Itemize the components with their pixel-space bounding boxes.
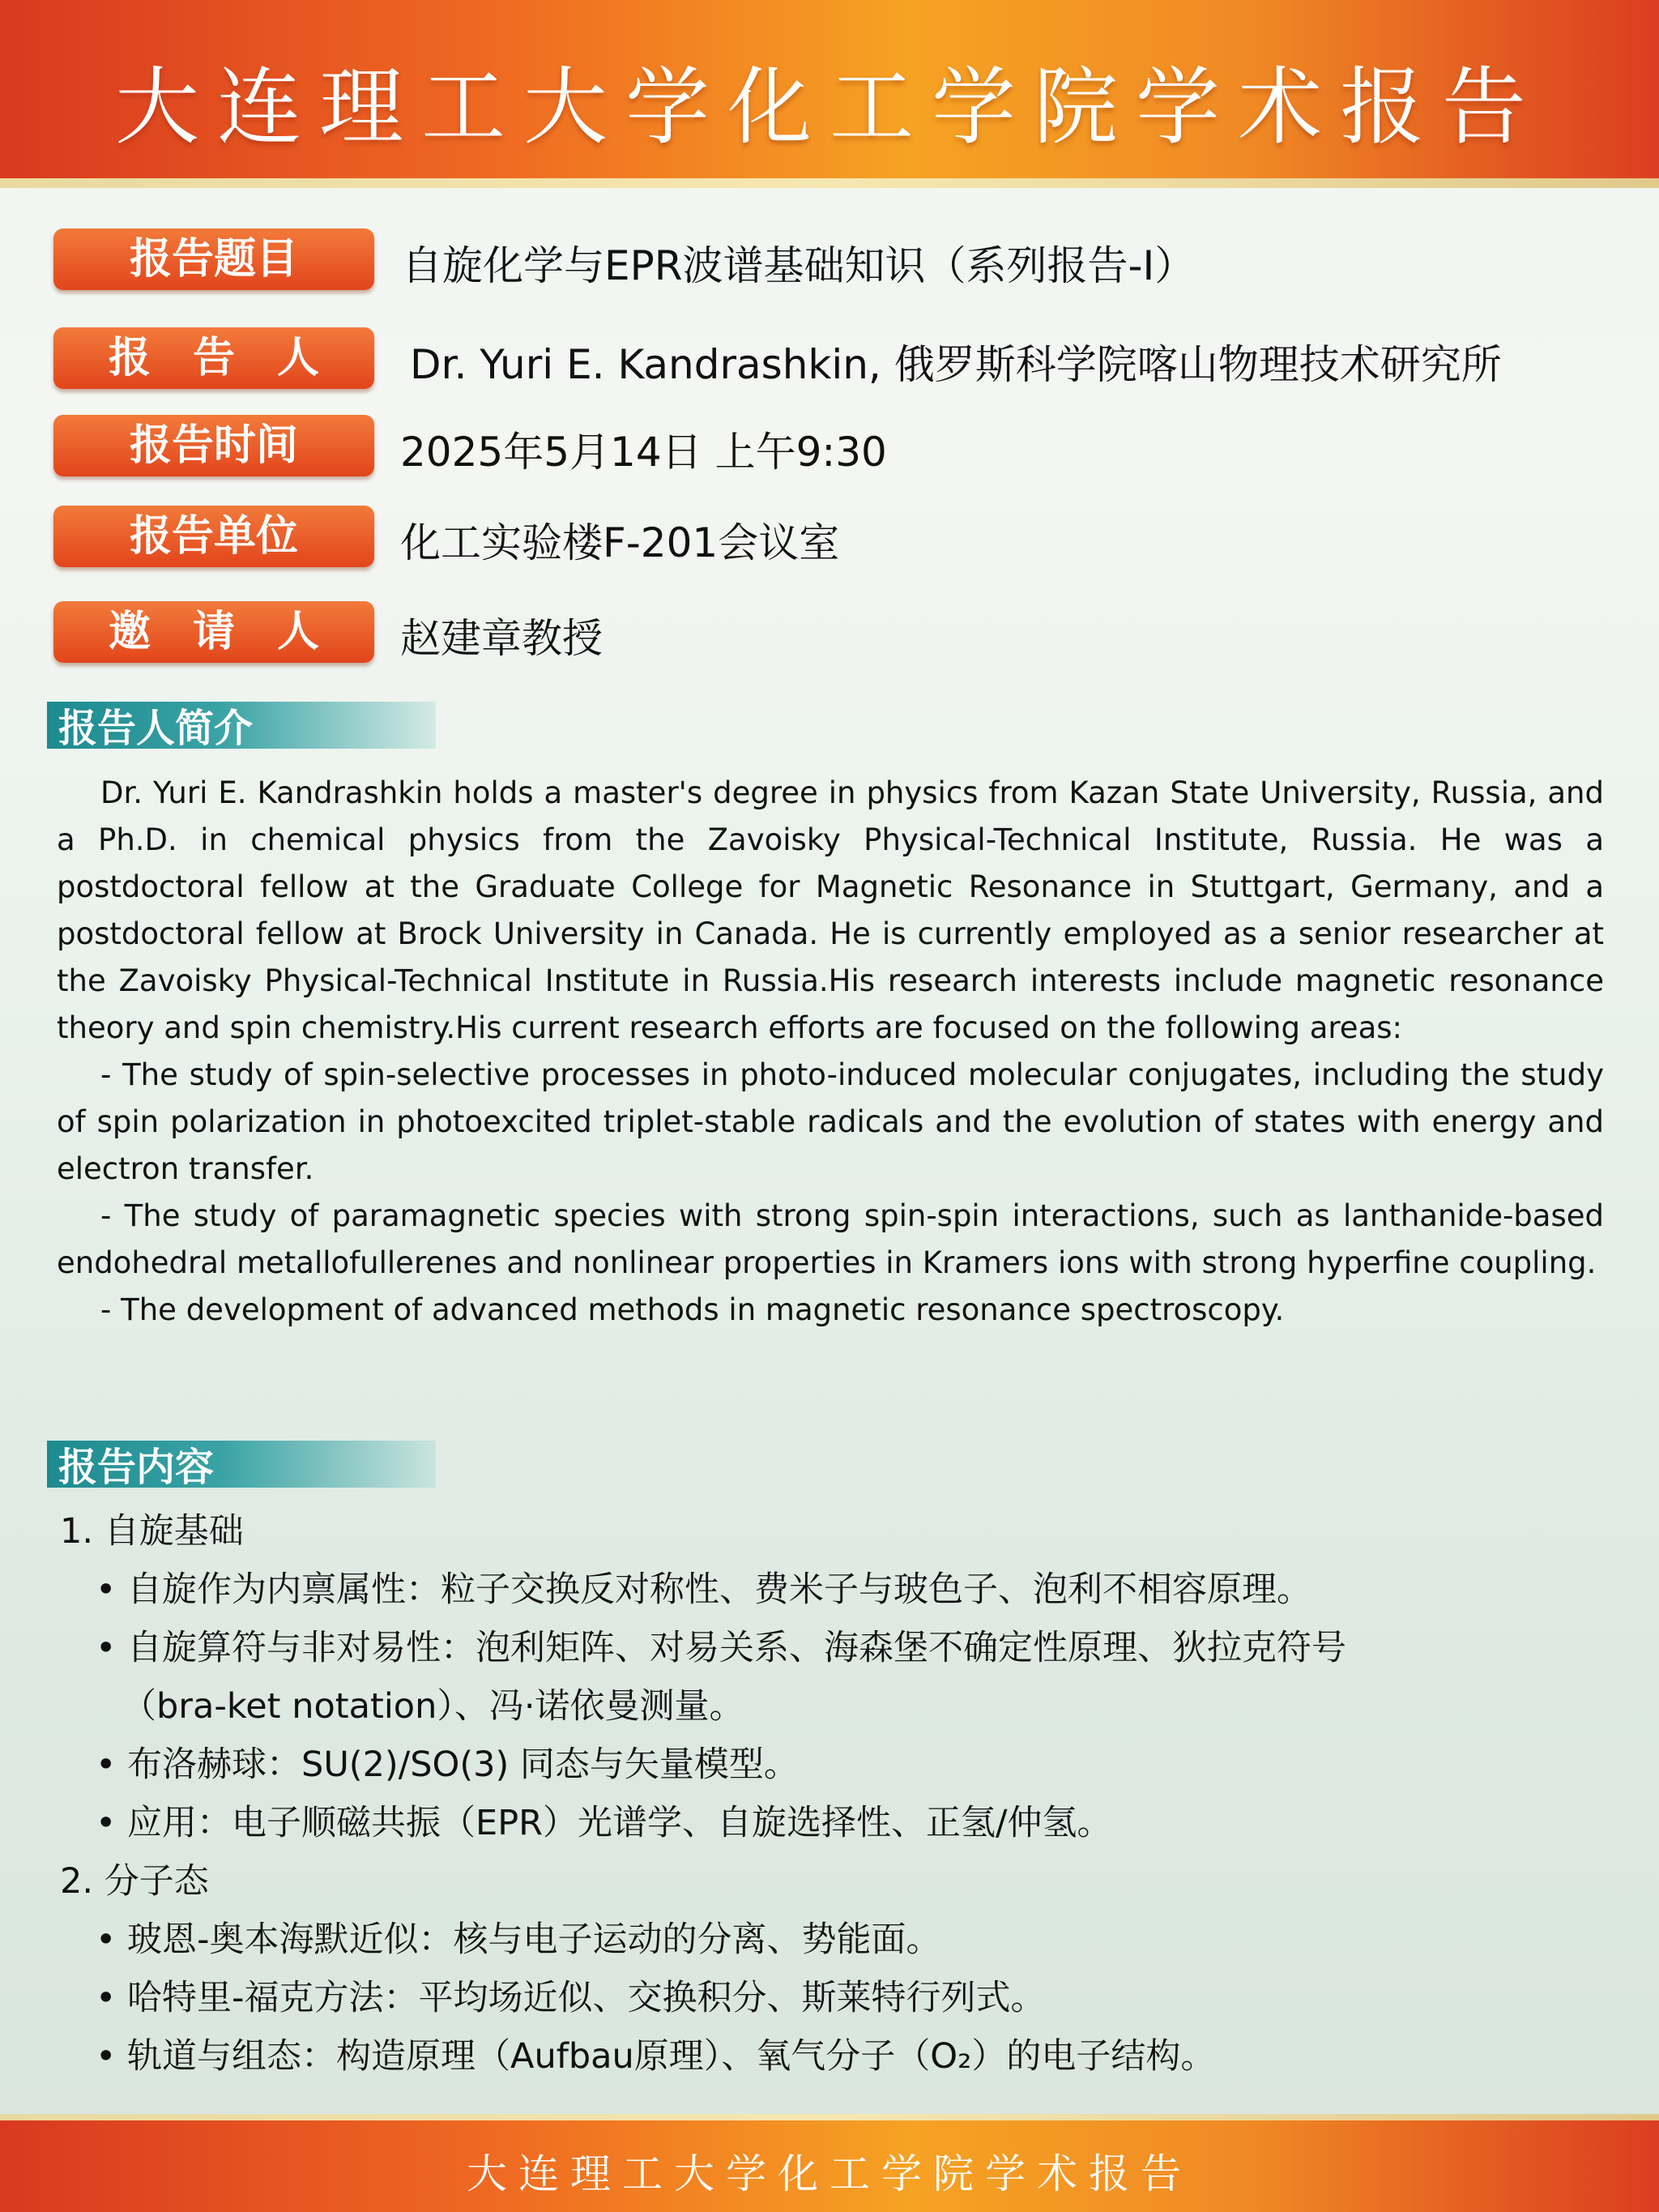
info-value-venue: 化工实验楼F-201会议室: [400, 519, 840, 566]
info-value-speaker: Dr. Yuri E. Kandrashkin, 俄罗斯科学院喀山物理技术研究所: [410, 341, 1502, 388]
section-header-bio: [47, 702, 436, 749]
info-label-time: 报告时间: [53, 415, 374, 476]
info-label-venue: 报告单位: [53, 506, 374, 567]
speaker-bio: [57, 770, 1604, 1334]
info-value-time: 2025年5月14日 上午9:30: [400, 429, 887, 476]
outline-heading: 1. 自旋基础: [60, 1511, 244, 1552]
bio-paragraph: Dr. Yuri E. Kandrashkin holds a master's degree in physics from Kazan State University, Russia, and a Ph.D. in chemical physics from the Zavoisky Physical-Technical Institute, Russia. He was a postdoctoral fellow at the Graduate College for Magnetic Resonance in Stuttgart, Germany, and a postdoctoral fellow at Brock University in Canada. He is currently employed as a senior researcher at the Zavoisky Physical-Technical Institute in Russia.His research interests include magnetic resonance theory and spin chemistry.His current research efforts are focused on the following areas:: [57, 775, 1604, 1045]
bio-paragraph: - The study of spin-selective processes in photo-induced molecular conjugates, including the study of spin polarization in photoexcited triplet-stable radicals and the evolution of states with energy and electron transfer.: [57, 1057, 1604, 1186]
info-row-host: [53, 601, 1593, 666]
section-title-content: 报告内容: [58, 1445, 215, 1490]
outline-item: • 应用：电子顺磁共振（EPR）光谱学、自旋选择性、正氢/仲氢。: [96, 1803, 1112, 1843]
outline-item-continued: （bra-ket notation）、冯·诺依曼测量。: [122, 1686, 744, 1727]
talk-outline: [60, 1502, 1607, 2086]
poster-header: [0, 0, 1659, 178]
outline-item: • 哈特里-福克方法：平均场近似、交换积分、斯莱特行列式。: [96, 1978, 1046, 2018]
section-title-bio: 报告人简介: [58, 706, 254, 751]
header-divider: [0, 178, 1659, 188]
outline-item: • 玻恩-奥本海默近似：核与电子运动的分离、势能面。: [96, 1919, 941, 1960]
footer-divider: [0, 2114, 1659, 2120]
outline-item: • 自旋作为内禀属性：粒子交换反对称性、费米子与玻色子、泡利不相容原理。: [96, 1569, 1312, 1610]
info-label-host: 邀 请 人: [53, 601, 374, 663]
info-row-venue: [53, 506, 1593, 570]
info-row-topic: [53, 228, 1593, 293]
info-label-topic: 报告题目: [53, 228, 374, 290]
poster-title: 大连理工大学化工学院学术报告: [114, 58, 1544, 156]
info-row-speaker: [53, 327, 1593, 392]
outline-item: • 轨道与组态：构造原理（Aufbau原理）、氧气分子（O₂）的电子结构。: [96, 2036, 1216, 2077]
outline-item: • 自旋算符与非对易性：泡利矩阵、对易关系、海森堡不确定性原理、狄拉克符号: [96, 1628, 1347, 1668]
info-row-time: [53, 415, 1593, 480]
bio-paragraph: - The study of paramagnetic species with strong spin-spin interactions, such as lanthanide-based endohedral metallofullerenes and nonlinear properties in Kramers ions with strong hyperfine coupling.: [57, 1198, 1604, 1280]
footer-title: 大连理工大学化工学院学术报告: [467, 2150, 1192, 2197]
outline-item: • 布洛赫球：SU(2)/SO(3) 同态与矢量模型。: [96, 1744, 799, 1785]
outline-heading: 2. 分子态: [60, 1861, 209, 1902]
info-value-host: 赵建章教授: [400, 615, 603, 662]
info-value-topic: 自旋化学与EPR波谱基础知识（系列报告-I）: [402, 242, 1196, 289]
poster-footer: [0, 2120, 1659, 2212]
info-label-speaker: 报 告 人: [53, 327, 374, 389]
bio-paragraph: - The development of advanced methods in magnetic resonance spectroscopy.: [100, 1292, 1285, 1327]
section-header-content: [47, 1441, 436, 1488]
